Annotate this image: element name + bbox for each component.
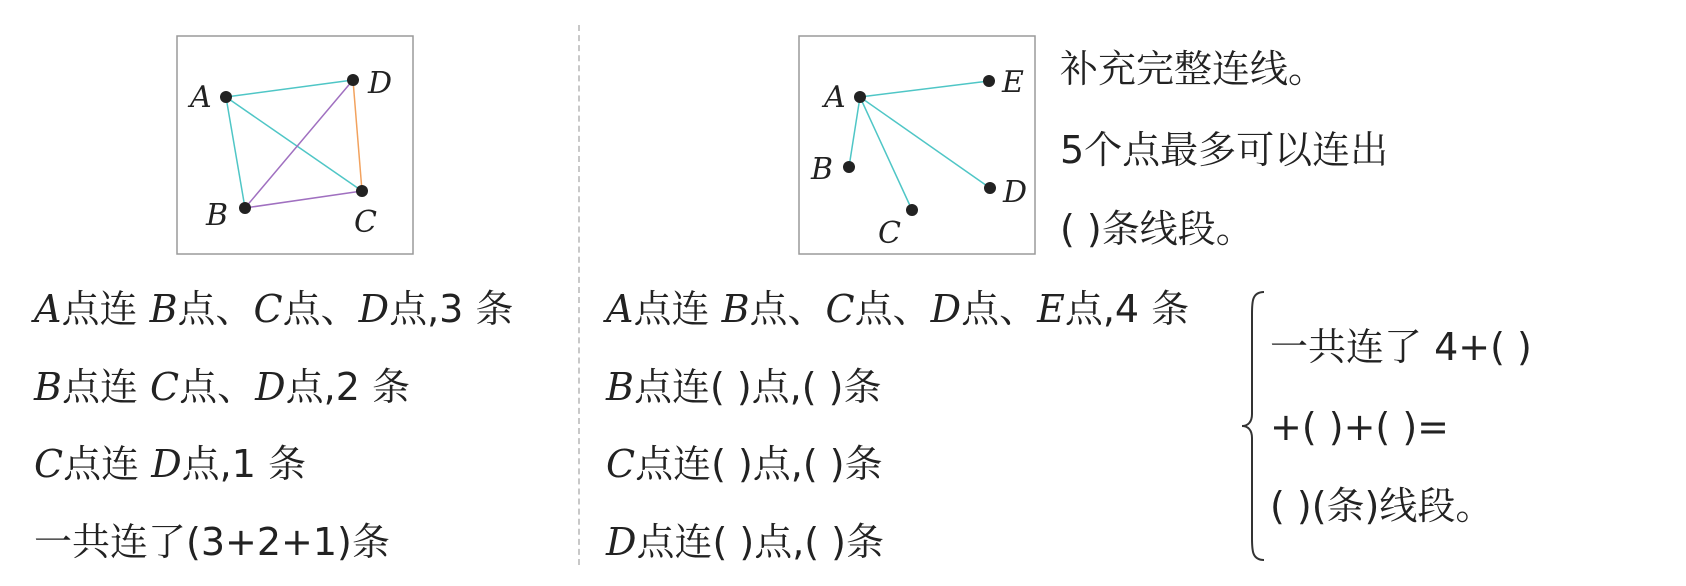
- segment-ab2: [849, 97, 860, 167]
- step-text: 点连( )点,( )条: [636, 520, 885, 564]
- point-c: [356, 185, 368, 197]
- point-e2: [983, 75, 995, 87]
- point-name: C: [825, 287, 855, 331]
- label-b: B: [206, 198, 229, 233]
- right-diagram-frame: [799, 36, 1035, 254]
- point-d: [347, 74, 359, 86]
- prompt-line-3: ( )条线段。: [1060, 207, 1254, 251]
- left-step-1: [34, 287, 513, 331]
- point-b: [239, 202, 251, 214]
- summary-line-1: 一共连了 4+( ): [1270, 325, 1532, 369]
- point-name: D: [930, 287, 962, 331]
- point-name: A: [34, 287, 62, 331]
- label-d2: D: [1003, 175, 1028, 210]
- step-text: 点、: [749, 287, 826, 331]
- right-step-1: [606, 287, 1189, 331]
- point-name: D: [255, 365, 286, 409]
- point-a2: [854, 91, 866, 103]
- point-name: B: [149, 287, 178, 331]
- segment-ad2: [860, 97, 990, 188]
- right-brace: [1240, 290, 1270, 566]
- label-a2: A: [824, 80, 846, 115]
- left-step-2: [34, 365, 410, 409]
- point-name: B: [721, 287, 750, 331]
- label-c2: C: [878, 216, 901, 251]
- left-step-3: [34, 442, 306, 486]
- segment-cd: [353, 80, 362, 191]
- step-text: 点、: [177, 287, 254, 331]
- point-name: C: [606, 442, 636, 486]
- left-step-4: 一共连了(3+2+1)条: [34, 520, 390, 564]
- column-divider: [578, 25, 580, 565]
- step-text: 点,4 条: [1064, 287, 1190, 331]
- step-text: 点、: [282, 287, 359, 331]
- point-d2: [984, 182, 996, 194]
- summary-line-3: ( )(条)线段。: [1270, 484, 1494, 528]
- point-name: E: [1037, 287, 1065, 331]
- segment-ab: [226, 97, 245, 208]
- label-c: C: [354, 205, 377, 240]
- step-text: 点连: [633, 287, 710, 331]
- label-a: A: [190, 80, 212, 115]
- step-text: 点连: [63, 442, 140, 486]
- point-name: A: [606, 287, 634, 331]
- label-b2: B: [811, 152, 834, 187]
- step-text: 点、: [179, 365, 256, 409]
- step-text: 点连: [61, 365, 138, 409]
- point-c2: [906, 204, 918, 216]
- segment-ae: [860, 81, 989, 97]
- point-name: C: [34, 442, 64, 486]
- segment-ad: [226, 80, 353, 97]
- label-d: D: [368, 66, 393, 101]
- segment-bc: [245, 191, 362, 208]
- point-name: D: [358, 287, 390, 331]
- point-name: B: [606, 365, 634, 409]
- point-name: D: [151, 442, 182, 486]
- point-name: D: [606, 520, 637, 564]
- step-text: 点连( )点,( )条: [633, 365, 882, 409]
- step-text: 点,1 条: [181, 442, 306, 486]
- left-diagram: [176, 35, 416, 257]
- step-text: 点,2 条: [285, 365, 410, 409]
- right-step-2: [606, 365, 881, 409]
- prompt-line-2: 5个点最多可以连出: [1060, 128, 1389, 172]
- right-diagram-svg: [798, 35, 1038, 257]
- point-name: B: [34, 365, 62, 409]
- left-diagram-svg: [176, 35, 416, 257]
- point-name: C: [150, 365, 180, 409]
- right-step-3: [606, 442, 883, 486]
- step-text: 点连( )点,( )条: [635, 442, 883, 486]
- prompt-line-1: 补充完整连线。: [1060, 47, 1327, 91]
- segment-ac2: [860, 97, 912, 210]
- step-text: 点、: [854, 287, 931, 331]
- step-text: 点连: [61, 287, 138, 331]
- step-text: 点,3 条: [389, 287, 514, 331]
- step-text: 点、: [961, 287, 1038, 331]
- point-a: [220, 91, 232, 103]
- brace-icon: [1240, 290, 1270, 562]
- point-b2: [843, 161, 855, 173]
- summary-line-2: +( )+( )=: [1270, 405, 1449, 449]
- segment-bd: [245, 80, 353, 208]
- right-step-4: [606, 520, 884, 564]
- segment-ac: [226, 97, 362, 191]
- right-diagram: [798, 35, 1038, 257]
- label-e2: E: [1002, 65, 1024, 100]
- point-name: C: [253, 287, 283, 331]
